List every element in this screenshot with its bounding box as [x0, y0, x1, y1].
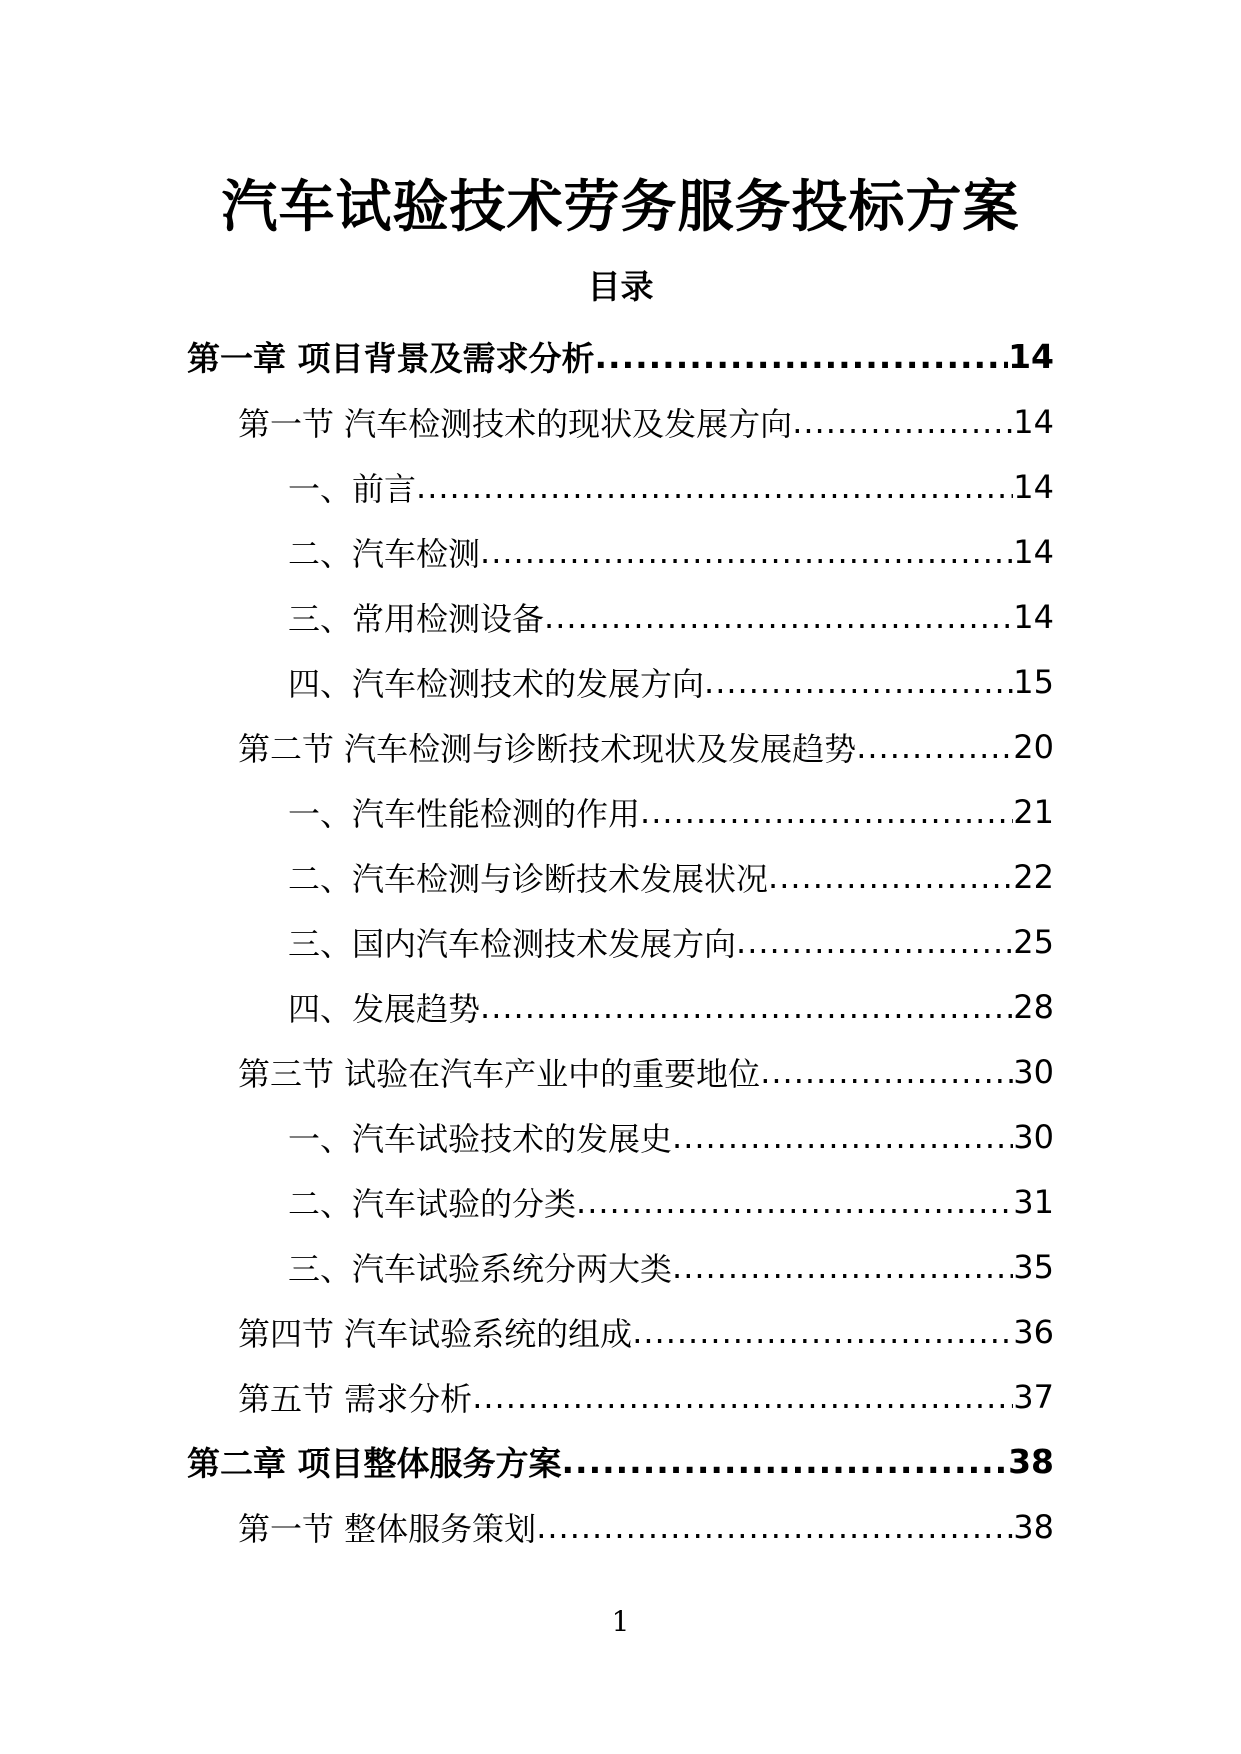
- dot-leader: [632, 1313, 1013, 1351]
- dot-leader: [768, 858, 1013, 896]
- toc-entry-title: 第一章 项目背景及需求分析: [187, 339, 595, 378]
- dot-leader: [672, 1118, 1013, 1156]
- toc-entry-page: 22: [1013, 857, 1054, 896]
- dot-leader: [544, 598, 1013, 636]
- dot-leader: [792, 403, 1013, 441]
- toc-entry-subsection[interactable]: [288, 1104, 1054, 1169]
- toc-entry-page: 14: [1008, 337, 1054, 376]
- toc-entry-subsection[interactable]: [288, 779, 1054, 844]
- toc-entry-title: 第二节 汽车检测与诊断技术现状及发展趋势: [238, 729, 857, 768]
- toc-entry-title: 第一节 整体服务策划: [238, 1509, 537, 1548]
- dot-leader: [760, 1053, 1013, 1091]
- dot-leader: [856, 728, 1013, 766]
- dot-leader: [640, 793, 1013, 831]
- toc-entry-page: 25: [1013, 922, 1054, 961]
- toc-entry-title: 四、汽车检测技术的发展方向: [288, 664, 705, 703]
- toc-entry-section[interactable]: [238, 1039, 1054, 1104]
- document-title: 汽车试验技术劳务服务投标方案: [221, 175, 1020, 240]
- toc-entry-page: 38: [1008, 1442, 1054, 1481]
- dot-leader: [472, 1378, 1013, 1416]
- toc-entry-subsection[interactable]: [288, 519, 1054, 584]
- toc-entry-title: 一、汽车试验技术的发展史: [288, 1119, 673, 1158]
- toc-entry-page: 37: [1013, 1377, 1054, 1416]
- dot-leader: [595, 337, 1009, 376]
- toc-entry-subsection[interactable]: [288, 1169, 1054, 1234]
- toc-entry-page: 28: [1013, 987, 1054, 1026]
- dot-leader: [480, 533, 1013, 571]
- dot-leader: [576, 1183, 1013, 1221]
- toc-entry-page: 30: [1013, 1117, 1054, 1156]
- dot-leader: [536, 1508, 1013, 1546]
- toc-entry-section[interactable]: [238, 1364, 1054, 1429]
- toc-entry-section[interactable]: [238, 389, 1054, 454]
- page-number: 1: [611, 1605, 630, 1638]
- table-of-contents: [0, 324, 1241, 1559]
- toc-entry-title: 一、前言: [288, 469, 417, 508]
- toc-entry-page: 36: [1013, 1312, 1054, 1351]
- toc-entry-title: 第二章 项目整体服务方案: [187, 1444, 562, 1483]
- toc-entry-subsection[interactable]: [288, 974, 1054, 1039]
- toc-entry-title: 一、汽车性能检测的作用: [288, 794, 641, 833]
- toc-entry-section[interactable]: [238, 714, 1054, 779]
- toc-entry-page: 14: [1013, 532, 1054, 571]
- toc-entry-page: 35: [1013, 1247, 1054, 1286]
- toc-entry-title: 二、汽车检测与诊断技术发展状况: [288, 859, 769, 898]
- toc-entry-title: 二、汽车试验的分类: [288, 1184, 577, 1223]
- dot-leader: [562, 1442, 1009, 1481]
- toc-entry-section[interactable]: [238, 1299, 1054, 1364]
- dot-leader: [416, 468, 1013, 506]
- toc-entry-page: 14: [1013, 467, 1054, 506]
- toc-heading: 目录: [587, 267, 654, 306]
- toc-entry-page: 14: [1013, 597, 1054, 636]
- toc-entry-page: 21: [1013, 792, 1054, 831]
- toc-entry-page: 38: [1013, 1507, 1054, 1546]
- toc-entry-subsection[interactable]: [288, 584, 1054, 649]
- toc-entry-title: 三、汽车试验系统分两大类: [288, 1249, 673, 1288]
- toc-entry-section[interactable]: [238, 1494, 1054, 1559]
- toc-entry-subsection[interactable]: [288, 844, 1054, 909]
- dot-leader: [672, 1248, 1013, 1286]
- dot-leader: [480, 988, 1013, 1026]
- dot-leader: [736, 923, 1013, 961]
- toc-entry-title: 第一节 汽车检测技术的现状及发展方向: [238, 404, 793, 443]
- toc-entry-page: 14: [1013, 402, 1054, 441]
- toc-entry-chapter-1[interactable]: [187, 324, 1054, 389]
- toc-entry-page: 20: [1013, 727, 1054, 766]
- toc-entry-title: 四、发展趋势: [288, 989, 481, 1028]
- toc-entry-subsection[interactable]: [288, 454, 1054, 519]
- toc-entry-title: 三、常用检测设备: [288, 599, 545, 638]
- toc-entry-subsection[interactable]: [288, 909, 1054, 974]
- toc-entry-page: 15: [1013, 662, 1054, 701]
- toc-entry-title: 第五节 需求分析: [238, 1379, 473, 1418]
- toc-entry-page: 31: [1013, 1182, 1054, 1221]
- toc-entry-title: 三、国内汽车检测技术发展方向: [288, 924, 737, 963]
- toc-entry-title: 第四节 汽车试验系统的组成: [238, 1314, 633, 1353]
- toc-entry-subsection[interactable]: [288, 1234, 1054, 1299]
- toc-entry-page: 30: [1013, 1052, 1054, 1091]
- toc-entry-title: 第三节 试验在汽车产业中的重要地位: [238, 1054, 761, 1093]
- toc-entry-title: 二、汽车检测: [288, 534, 481, 573]
- toc-entry-subsection[interactable]: [288, 649, 1054, 714]
- toc-entry-chapter-2[interactable]: [187, 1429, 1054, 1494]
- dot-leader: [704, 663, 1013, 701]
